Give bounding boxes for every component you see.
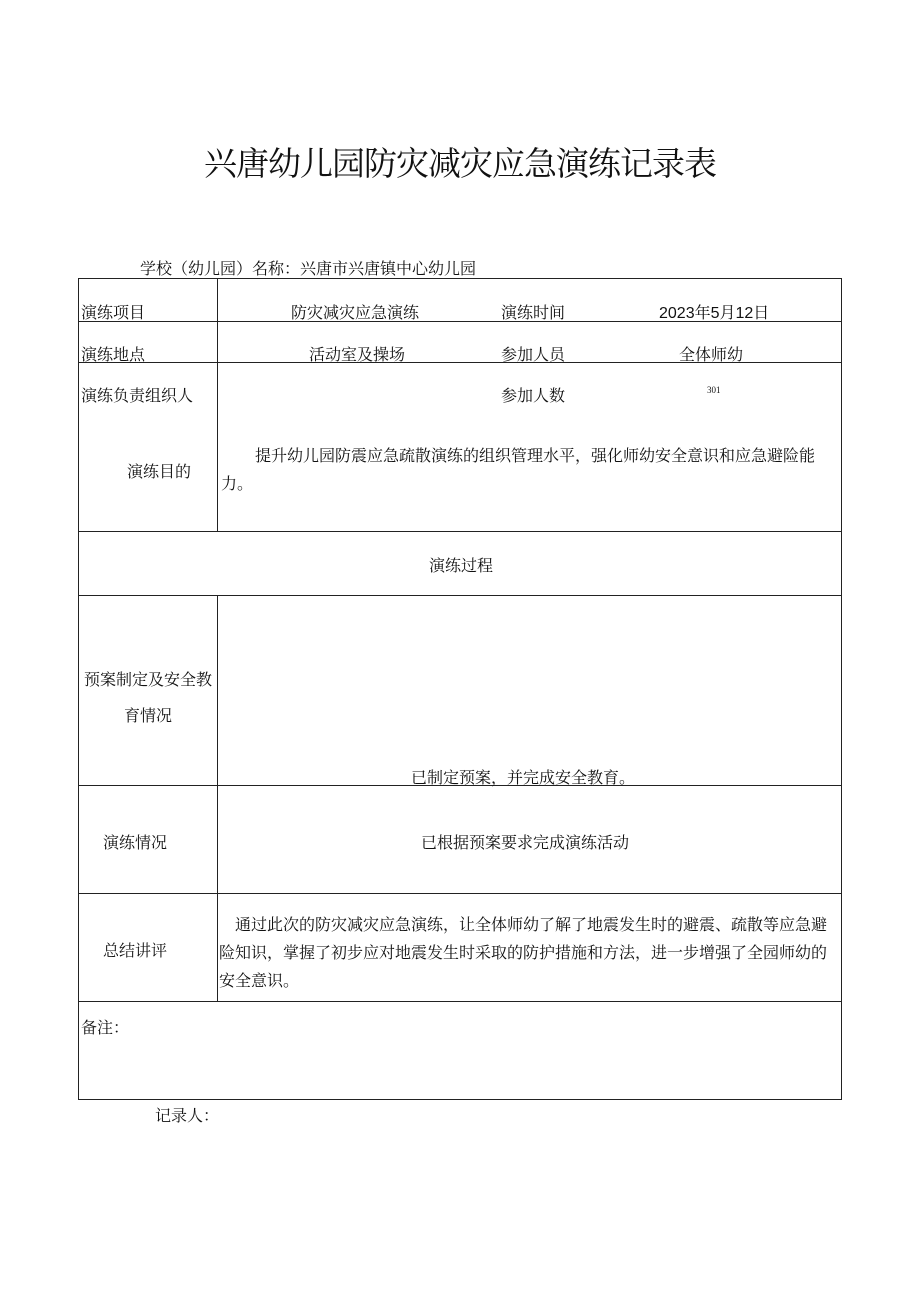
location-label: 演练地点: [81, 345, 146, 364]
column-divider: [217, 279, 218, 362]
location-value: 活动室及操场: [309, 345, 406, 364]
project-value: 防灾减灾应急演练: [291, 303, 420, 322]
plan-label-line1: 预案制定及安全教: [83, 670, 212, 689]
column-divider: [217, 362, 218, 531]
drill-label: 演练情况: [103, 833, 168, 852]
drill-record-table: [78, 278, 842, 1100]
row-divider: [79, 595, 841, 596]
purpose-label: 演练目的: [127, 462, 192, 481]
participants-value: 全体师幼: [679, 345, 744, 364]
row-divider: [79, 1001, 841, 1002]
page-title: 兴唐幼儿园防灾减灾应急演练记录表: [204, 144, 716, 183]
purpose-value: 提升幼儿园防震应急疏散演练的组织管理水平，强化师幼安全意识和应急避险能力。: [221, 446, 816, 493]
time-value: 2023年5月12日: [659, 305, 770, 322]
participants-label: 参加人员: [501, 345, 566, 364]
school-name-line: 学校（幼儿园）名称：兴唐市兴唐镇中心幼儿园: [140, 259, 477, 278]
row-divider: [79, 531, 841, 532]
time-label: 演练时间: [501, 303, 566, 322]
recorder-label: 记录人：: [155, 1106, 220, 1125]
summary-label: 总结讲评: [103, 941, 168, 960]
summary-value: 通过此次的防灾减灾应急演练，让全体师幼了解了地震发生时的避震、疏散等应急避险知识，掌握了初步应对地震发生时采取的防护措施和方法，进一步增强了全园师幼的安全意识。: [219, 915, 828, 990]
plan-value: 已制定预案，并完成安全教育。: [411, 768, 636, 787]
organizer-label: 演练负责组织人: [81, 386, 194, 405]
count-value: 301: [707, 385, 721, 395]
process-header: 演练过程: [428, 556, 493, 575]
project-label: 演练项目: [81, 303, 146, 322]
row-divider: [79, 893, 841, 894]
count-label: 参加人数: [501, 386, 566, 405]
drill-value: 已根据预案要求完成演练活动: [421, 833, 630, 852]
plan-label-line2: 育情况: [123, 706, 172, 725]
remarks-label: 备注：: [81, 1018, 130, 1037]
column-divider: [217, 595, 218, 1001]
